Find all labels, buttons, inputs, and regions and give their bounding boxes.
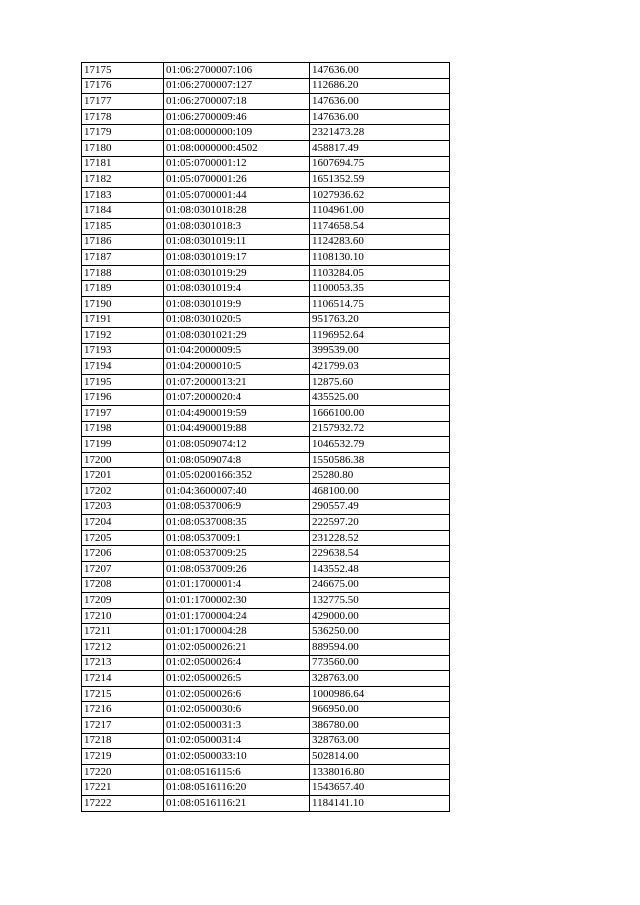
table-row — [82, 530, 450, 546]
value-cell: 1106514.75 — [310, 296, 450, 312]
table-row — [82, 562, 450, 578]
row-number-cell: 17209 — [82, 593, 164, 609]
value-cell: 1108130.10 — [310, 250, 450, 266]
row-number-cell: 17204 — [82, 515, 164, 531]
row-number-cell: 17193 — [82, 343, 164, 359]
value-cell: 399539.00 — [310, 343, 450, 359]
cadastral-number-cell: 01:08:0537009:26 — [164, 562, 310, 578]
table-row — [82, 343, 450, 359]
table-row — [82, 608, 450, 624]
row-number-cell: 17190 — [82, 296, 164, 312]
cadastral-number-cell: 01:04:3600007:40 — [164, 484, 310, 500]
row-number-cell: 17220 — [82, 764, 164, 780]
cadastral-number-cell: 01:02:0500026:6 — [164, 686, 310, 702]
cadastral-number-cell: 01:08:0537006:9 — [164, 499, 310, 515]
table-row — [82, 593, 450, 609]
row-number-cell: 17218 — [82, 733, 164, 749]
cadastral-number-cell: 01:02:0500030:6 — [164, 702, 310, 718]
table-row — [82, 250, 450, 266]
row-number-cell: 17219 — [82, 749, 164, 765]
cadastral-number-cell: 01:08:0301018:28 — [164, 203, 310, 219]
table-row — [82, 203, 450, 219]
row-number-cell: 17182 — [82, 172, 164, 188]
row-number-cell: 17183 — [82, 187, 164, 203]
cadastral-number-cell: 01:08:0000000:4502 — [164, 140, 310, 156]
row-number-cell: 17176 — [82, 78, 164, 94]
table-row — [82, 140, 450, 156]
cadastral-number-cell: 01:06:2700009:46 — [164, 109, 310, 125]
cadastral-number-cell: 01:08:0301021:29 — [164, 328, 310, 344]
table-row — [82, 187, 450, 203]
row-number-cell: 17208 — [82, 577, 164, 593]
cadastral-number-cell: 01:01:1700001:4 — [164, 577, 310, 593]
value-cell: 421799.03 — [310, 359, 450, 375]
table-row — [82, 406, 450, 422]
value-cell: 468100.00 — [310, 484, 450, 500]
value-cell: 222597.20 — [310, 515, 450, 531]
row-number-cell: 17178 — [82, 109, 164, 125]
cadastral-number-cell: 01:02:0500026:4 — [164, 655, 310, 671]
cadastral-number-cell: 01:08:0301019:4 — [164, 281, 310, 297]
row-number-cell: 17206 — [82, 546, 164, 562]
row-number-cell: 17202 — [82, 484, 164, 500]
table-row — [82, 78, 450, 94]
value-cell: 1027936.62 — [310, 187, 450, 203]
row-number-cell: 17221 — [82, 780, 164, 796]
value-cell: 2321473.28 — [310, 125, 450, 141]
value-cell: 328763.00 — [310, 733, 450, 749]
table-body — [82, 63, 450, 812]
table-row — [82, 281, 450, 297]
row-number-cell: 17211 — [82, 624, 164, 640]
cadastral-number-cell: 01:08:0516116:21 — [164, 795, 310, 811]
value-cell: 1124283.60 — [310, 234, 450, 250]
value-cell: 147636.00 — [310, 109, 450, 125]
row-number-cell: 17194 — [82, 359, 164, 375]
value-cell: 132775.50 — [310, 593, 450, 609]
value-cell: 1104961.00 — [310, 203, 450, 219]
table-row — [82, 312, 450, 328]
row-number-cell: 17179 — [82, 125, 164, 141]
table-row — [82, 671, 450, 687]
row-number-cell: 17189 — [82, 281, 164, 297]
table-row — [82, 702, 450, 718]
cadastral-number-cell: 01:08:0301019:9 — [164, 296, 310, 312]
row-number-cell: 17203 — [82, 499, 164, 515]
cadastral-number-cell: 01:04:2000009:5 — [164, 343, 310, 359]
row-number-cell: 17201 — [82, 468, 164, 484]
value-cell: 328763.00 — [310, 671, 450, 687]
row-number-cell: 17199 — [82, 437, 164, 453]
row-number-cell: 17198 — [82, 421, 164, 437]
value-cell: 147636.00 — [310, 94, 450, 110]
cadastral-number-cell: 01:05:0700001:26 — [164, 172, 310, 188]
cadastral-number-cell: 01:08:0516115:6 — [164, 764, 310, 780]
row-number-cell: 17196 — [82, 390, 164, 406]
cadastral-number-cell: 01:08:0000000:109 — [164, 125, 310, 141]
table-row — [82, 639, 450, 655]
cadastral-number-cell: 01:01:1700002:30 — [164, 593, 310, 609]
value-cell: 458817.49 — [310, 140, 450, 156]
table-row — [82, 296, 450, 312]
table-row — [82, 265, 450, 281]
row-number-cell: 17187 — [82, 250, 164, 266]
row-number-cell: 17200 — [82, 452, 164, 468]
row-number-cell: 17188 — [82, 265, 164, 281]
row-number-cell: 17195 — [82, 374, 164, 390]
row-number-cell: 17216 — [82, 702, 164, 718]
table-row — [82, 359, 450, 375]
table-row — [82, 655, 450, 671]
table-row — [82, 437, 450, 453]
cadastral-number-cell: 01:04:4900019:59 — [164, 406, 310, 422]
cadastral-number-cell: 01:08:0509074:12 — [164, 437, 310, 453]
cadastral-number-cell: 01:02:0500031:3 — [164, 717, 310, 733]
table-row — [82, 156, 450, 172]
value-cell: 147636.00 — [310, 63, 450, 79]
cadastral-number-cell: 01:06:2700007:127 — [164, 78, 310, 94]
value-cell: 386780.00 — [310, 717, 450, 733]
cadastral-number-cell: 01:08:0301020:5 — [164, 312, 310, 328]
row-number-cell: 17217 — [82, 717, 164, 733]
data-table — [81, 62, 450, 812]
table-row — [82, 624, 450, 640]
cadastral-number-cell: 01:08:0509074:8 — [164, 452, 310, 468]
value-cell: 1100053.35 — [310, 281, 450, 297]
row-number-cell: 17181 — [82, 156, 164, 172]
value-cell: 502814.00 — [310, 749, 450, 765]
table-row — [82, 63, 450, 79]
cadastral-number-cell: 01:08:0301019:29 — [164, 265, 310, 281]
value-cell: 951763.20 — [310, 312, 450, 328]
table-row — [82, 390, 450, 406]
cadastral-number-cell: 01:02:0500026:5 — [164, 671, 310, 687]
value-cell: 435525.00 — [310, 390, 450, 406]
table-row — [82, 172, 450, 188]
table-row — [82, 218, 450, 234]
table-row — [82, 109, 450, 125]
table-row — [82, 421, 450, 437]
table-row — [82, 686, 450, 702]
table-row — [82, 125, 450, 141]
row-number-cell: 17207 — [82, 562, 164, 578]
row-number-cell: 17180 — [82, 140, 164, 156]
row-number-cell: 17177 — [82, 94, 164, 110]
value-cell: 1103284.05 — [310, 265, 450, 281]
value-cell: 12875.60 — [310, 374, 450, 390]
value-cell: 1338016.80 — [310, 764, 450, 780]
row-number-cell: 17213 — [82, 655, 164, 671]
row-number-cell: 17184 — [82, 203, 164, 219]
cadastral-number-cell: 01:02:0500031:4 — [164, 733, 310, 749]
value-cell: 1666100.00 — [310, 406, 450, 422]
cadastral-number-cell: 01:04:2000010:5 — [164, 359, 310, 375]
table-row — [82, 546, 450, 562]
row-number-cell: 17212 — [82, 639, 164, 655]
cadastral-number-cell: 01:08:0301019:11 — [164, 234, 310, 250]
row-number-cell: 17192 — [82, 328, 164, 344]
cadastral-number-cell: 01:08:0537008:35 — [164, 515, 310, 531]
cadastral-number-cell: 01:01:1700004:28 — [164, 624, 310, 640]
table-row — [82, 733, 450, 749]
value-cell: 889594.00 — [310, 639, 450, 655]
cadastral-number-cell: 01:08:0301019:17 — [164, 250, 310, 266]
table-row — [82, 764, 450, 780]
cadastral-number-cell: 01:06:2700007:106 — [164, 63, 310, 79]
value-cell: 966950.00 — [310, 702, 450, 718]
value-cell: 1000986.64 — [310, 686, 450, 702]
value-cell: 2157932.72 — [310, 421, 450, 437]
cadastral-number-cell: 01:05:0700001:12 — [164, 156, 310, 172]
cadastral-number-cell: 01:08:0301018:3 — [164, 218, 310, 234]
table-row — [82, 780, 450, 796]
value-cell: 1550586.38 — [310, 452, 450, 468]
cadastral-number-cell: 01:02:0500026:21 — [164, 639, 310, 655]
cadastral-number-cell: 01:05:0700001:44 — [164, 187, 310, 203]
table-row — [82, 328, 450, 344]
cadastral-number-cell: 01:05:0200166:352 — [164, 468, 310, 484]
cadastral-number-cell: 01:06:2700007:18 — [164, 94, 310, 110]
row-number-cell: 17222 — [82, 795, 164, 811]
value-cell: 1651352.59 — [310, 172, 450, 188]
row-number-cell: 17175 — [82, 63, 164, 79]
table-row — [82, 452, 450, 468]
table-row — [82, 234, 450, 250]
cadastral-number-cell: 01:07:2000020:4 — [164, 390, 310, 406]
row-number-cell: 17186 — [82, 234, 164, 250]
value-cell: 1174658.54 — [310, 218, 450, 234]
value-cell: 536250.00 — [310, 624, 450, 640]
cadastral-number-cell: 01:01:1700004:24 — [164, 608, 310, 624]
row-number-cell: 17210 — [82, 608, 164, 624]
table-row — [82, 468, 450, 484]
value-cell: 1196952.64 — [310, 328, 450, 344]
value-cell: 290557.49 — [310, 499, 450, 515]
row-number-cell: 17205 — [82, 530, 164, 546]
value-cell: 1543657.40 — [310, 780, 450, 796]
table-row — [82, 499, 450, 515]
value-cell: 429000.00 — [310, 608, 450, 624]
value-cell: 112686.20 — [310, 78, 450, 94]
table-row — [82, 515, 450, 531]
value-cell: 25280.80 — [310, 468, 450, 484]
value-cell: 231228.52 — [310, 530, 450, 546]
cadastral-number-cell: 01:08:0537009:1 — [164, 530, 310, 546]
table-row — [82, 577, 450, 593]
value-cell: 229638.54 — [310, 546, 450, 562]
value-cell: 143552.48 — [310, 562, 450, 578]
cadastral-number-cell: 01:08:0516116:20 — [164, 780, 310, 796]
table-row — [82, 749, 450, 765]
table-row — [82, 484, 450, 500]
cadastral-number-cell: 01:07:2000013:21 — [164, 374, 310, 390]
row-number-cell: 17215 — [82, 686, 164, 702]
cadastral-number-cell: 01:08:0537009:25 — [164, 546, 310, 562]
value-cell: 246675.00 — [310, 577, 450, 593]
cadastral-number-cell: 01:04:4900019:88 — [164, 421, 310, 437]
table-row — [82, 717, 450, 733]
value-cell: 1184141.10 — [310, 795, 450, 811]
value-cell: 773560.00 — [310, 655, 450, 671]
cadastral-number-cell: 01:02:0500033:10 — [164, 749, 310, 765]
table-row — [82, 94, 450, 110]
value-cell: 1607694.75 — [310, 156, 450, 172]
row-number-cell: 17191 — [82, 312, 164, 328]
row-number-cell: 17214 — [82, 671, 164, 687]
table-row — [82, 795, 450, 811]
row-number-cell: 17197 — [82, 406, 164, 422]
value-cell: 1046532.79 — [310, 437, 450, 453]
table-row — [82, 374, 450, 390]
row-number-cell: 17185 — [82, 218, 164, 234]
